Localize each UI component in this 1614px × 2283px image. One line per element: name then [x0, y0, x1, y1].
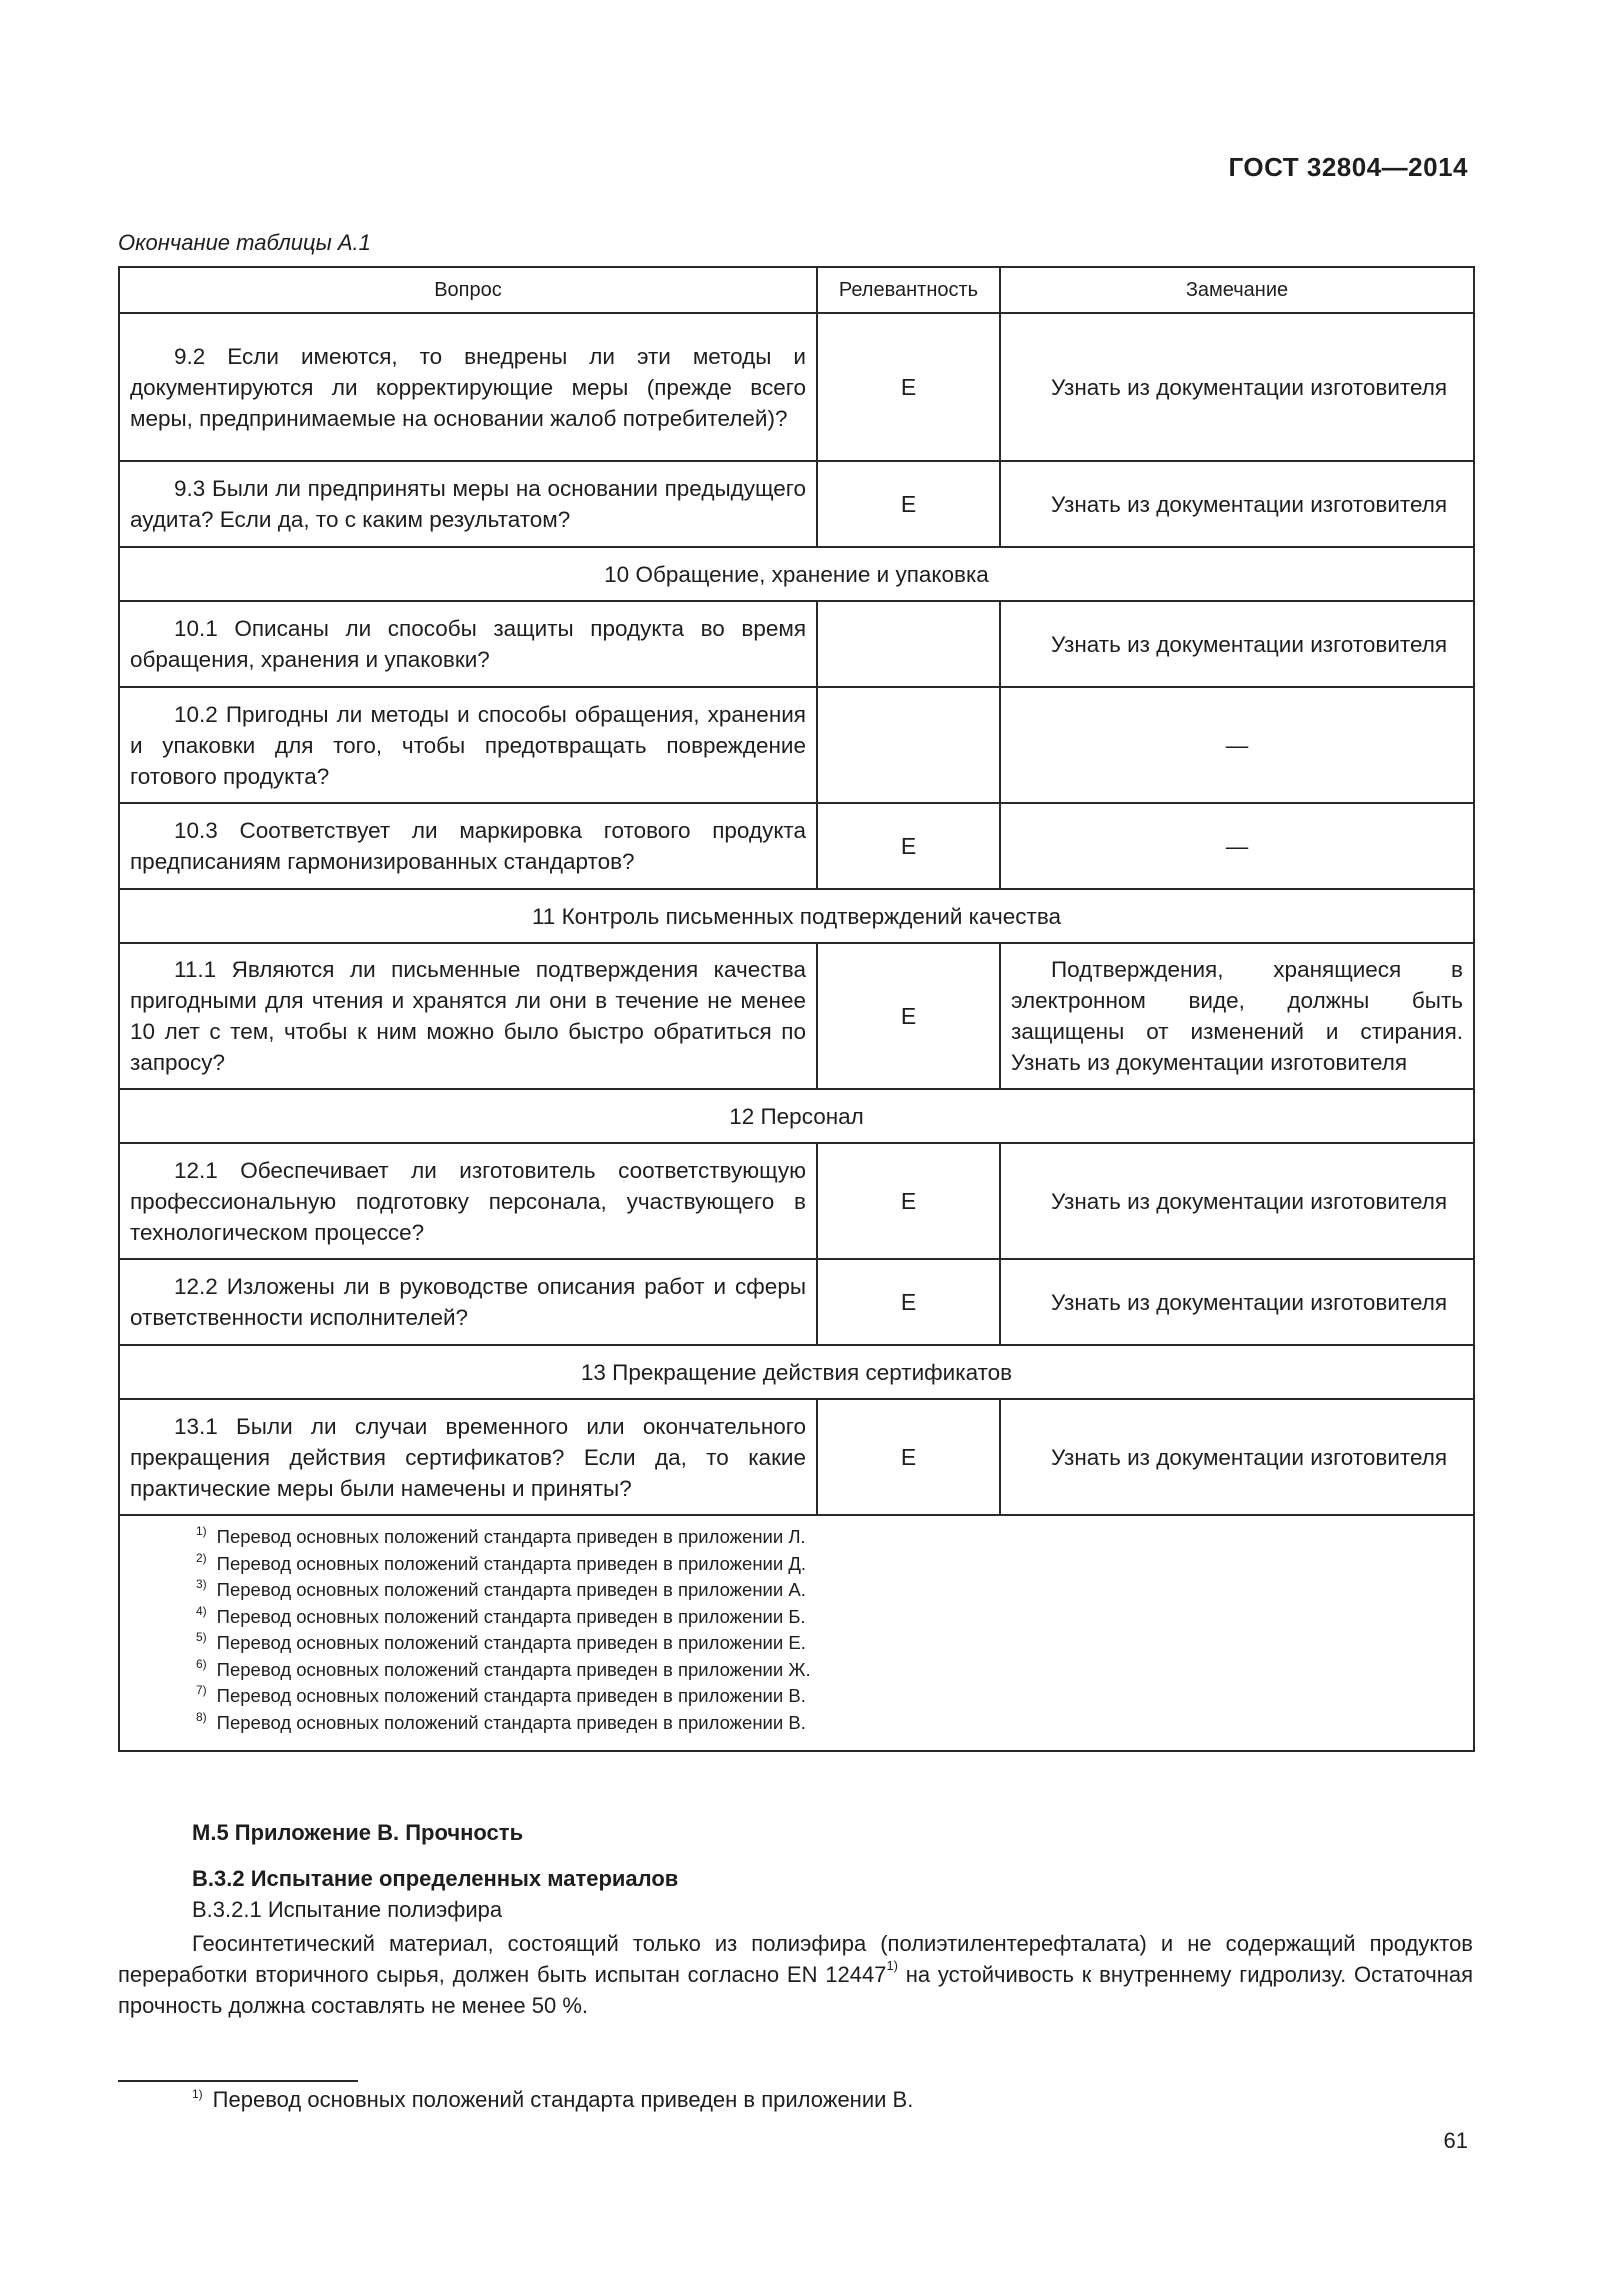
page-footnote: $^{1)}$ Перевод основных положений стандарта приведен в приложении В. — [192, 2087, 914, 2112]
table-row — [119, 803, 1474, 889]
table-row — [119, 461, 1474, 547]
remark-cell: — — [1000, 803, 1474, 889]
table-notes-row — [119, 1515, 1474, 1751]
relevance-cell: E — [817, 943, 1000, 1089]
standard-number: ГОСТ 32804—2014 — [1228, 152, 1468, 182]
relevance-cell: E — [817, 803, 1000, 889]
remark-cell: Узнать из документации изготовителя — [1000, 461, 1474, 547]
table-row — [119, 601, 1474, 687]
remark-cell: Узнать из документации изготовителя — [1000, 1143, 1474, 1259]
page-number: 61 — [1443, 2128, 1468, 2153]
table-row — [119, 1143, 1474, 1259]
section-row — [119, 1345, 1474, 1399]
table-note: $^{2)}$ Перевод основных положений стандарта приведен в приложении Д. — [196, 1550, 807, 1574]
section-row — [119, 1089, 1474, 1143]
table-row — [119, 1259, 1474, 1345]
column-header-remark: Замечание — [1000, 267, 1474, 313]
remark-cell: Узнать из документации изготовителя — [1000, 1259, 1474, 1345]
section-heading-b32: В.3.2 Испытание определенных материалов — [192, 1866, 679, 1891]
relevance-cell — [817, 601, 1000, 687]
relevance-cell: E — [817, 1143, 1000, 1259]
table-header-row — [119, 267, 1474, 313]
question-cell: 12.1 Обеспечивает ли изготовитель соответствующую профессиональную подготовку персонала, участвующего в технологическом процессе? — [119, 1143, 817, 1259]
remark-cell: Подтверждения, хранящиеся в электронном виде, должны быть защищены от изменений и стирания. Узнать из документации изготовителя — [1000, 943, 1474, 1089]
remark-cell: — — [1000, 687, 1474, 803]
column-header-relevance: Релевантность — [817, 267, 1000, 313]
question-cell: 10.1 Описаны ли способы защиты продукта во время обращения, хранения и упаковки? — [119, 601, 817, 687]
subsection-heading-b321: В.3.2.1 Испытание полиэфира — [192, 1897, 503, 1922]
table-note: $^{8)}$ Перевод основных положений стандарта приведен в приложении В. — [196, 1709, 806, 1733]
remark-cell: Узнать из документации изготовителя — [1000, 1399, 1474, 1515]
section-title: 11 Контроль письменных подтверждений качества — [119, 889, 1474, 943]
section-row — [119, 547, 1474, 601]
column-header-question: Вопрос — [119, 267, 817, 313]
table-note: $^{6)}$ Перевод основных положений стандарта приведен в приложении Ж. — [196, 1656, 811, 1680]
relevance-cell: E — [817, 1399, 1000, 1515]
table-note: $^{7)}$ Перевод основных положений стандарта приведен в приложении В. — [196, 1683, 806, 1706]
question-cell: 9.3 Были ли предприняты меры на основании предыдущего аудита? Если да, то с каким результатом? — [119, 461, 817, 547]
section-title: 13 Прекращение действия сертификатов — [119, 1345, 1474, 1399]
table-row — [119, 943, 1474, 1089]
footnote-ref: 1) — [886, 1958, 898, 1973]
footnote-separator — [118, 2080, 358, 2082]
table-row — [119, 687, 1474, 803]
table-row — [119, 1399, 1474, 1515]
question-cell: 11.1 Являются ли письменные подтверждения качества пригодными для чтения и хранятся ли они в течение не менее 10 лет с тем, чтобы к ним можно было быстро обратиться по запросу? — [119, 943, 817, 1089]
table-note: $^{1)}$ Перевод основных положений стандарта приведен в приложении Л. — [196, 1524, 806, 1547]
table-note: $^{4)}$ Перевод основных положений стандарта приведен в приложении Б. — [196, 1603, 806, 1627]
section-title: 12 Персонал — [119, 1089, 1474, 1143]
section-title: 10 Обращение, хранение и упаковка — [119, 547, 1474, 601]
section-heading-m5: М.5 Приложение В. Прочность — [192, 1820, 524, 1845]
table-note: $^{3)}$ Перевод основных положений стандарта приведен в приложении А. — [196, 1577, 806, 1600]
question-cell: 12.2 Изложены ли в руководстве описания работ и сферы ответственности исполнителей? — [119, 1259, 817, 1345]
remark-cell: Узнать из документации изготовителя — [1000, 601, 1474, 687]
table-caption: Окончание таблицы А.1 — [118, 230, 371, 255]
table-note: $^{5)}$ Перевод основных положений стандарта приведен в приложении Е. — [196, 1630, 806, 1653]
relevance-cell: E — [817, 1259, 1000, 1345]
question-cell: 10.3 Соответствует ли маркировка готового продукта предписаниям гармонизированных стандартов? — [119, 803, 817, 889]
question-cell: 13.1 Были ли случаи временного или окончательного прекращения действия сертификатов? Если да, то какие практические меры были намечены и приняты? — [119, 1399, 817, 1515]
table-notes — [119, 1515, 1474, 1751]
relevance-cell: E — [817, 313, 1000, 461]
relevance-cell: E — [817, 461, 1000, 547]
question-cell: 10.2 Пригодны ли методы и способы обращения, хранения и упаковки для того, чтобы предотвращать повреждение готового продукта? — [119, 687, 817, 803]
requirements-table — [118, 266, 1475, 1752]
section-row — [119, 889, 1474, 943]
question-cell: 9.2 Если имеются, то внедрены ли эти методы и документируются ли корректирующие меры (прежде всего меры, предпринимаемые на основании жалоб потребителей)? — [119, 313, 817, 461]
remark-cell: Узнать из документации изготовителя — [1000, 313, 1474, 461]
body-paragraph: Геосинтетический материал, состоящий только из полиэфира (полиэтилентерефталата) и не содержащий продуктов переработки вторичного сырья, должен быть испытан согласно EN 12447$^{1)}$ на устойчивость к внутреннему гидролизу. Остаточная прочность должна составлять не менее 50 %. — [118, 1931, 1474, 2018]
table-row — [119, 313, 1474, 461]
relevance-cell — [817, 687, 1000, 803]
